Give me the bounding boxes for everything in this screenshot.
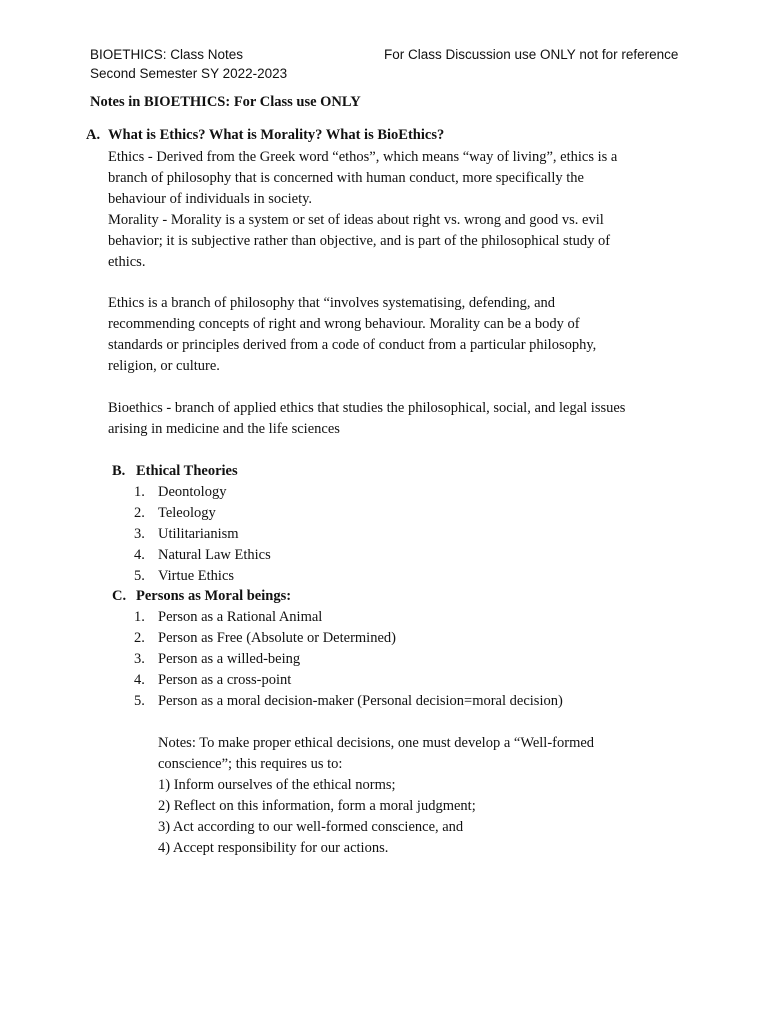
section-c-heading: [112, 586, 291, 607]
paragraph-line: arising in medicine and the life sciences: [108, 421, 340, 437]
section-c-title: Persons as Moral beings:: [136, 588, 292, 604]
list-item-text: Person as a cross-point: [158, 672, 292, 688]
header-semester: Second Semester SY 2022-2023: [90, 66, 288, 81]
moral-beings-list: [134, 607, 563, 712]
notes-line: 1) Inform ourselves of the ethical norms;: [158, 777, 396, 793]
list-number: 4.: [134, 672, 145, 688]
morality-definition: [108, 210, 683, 273]
list-item: [134, 482, 271, 503]
list-item: [134, 524, 271, 545]
ethical-theories-list: [134, 482, 271, 587]
list-item: [134, 670, 563, 691]
ethics-definition: [108, 147, 683, 210]
paragraph-line: standards or principles derived from a code of conduct from a particular philosophy,: [108, 337, 597, 353]
list-item-text: Person as a willed-being: [158, 651, 301, 667]
paragraph-line: recommending concepts of right and wrong behaviour. Morality can be a body of: [108, 316, 580, 332]
notes-line: 3) Act according to our well-formed conscience, and: [158, 819, 464, 835]
notes-line: 2) Reflect on this information, form a moral judgment;: [158, 798, 476, 814]
section-a-title: What is Ethics? What is Morality? What is BioEthics?: [108, 127, 445, 143]
paragraph-line: branch of philosophy that is concerned with human conduct, more specifically the: [108, 170, 584, 186]
list-number: 3.: [134, 526, 145, 542]
list-number: 1.: [134, 484, 145, 500]
section-c-letter: C.: [112, 588, 127, 604]
list-item: [134, 628, 563, 649]
list-number: 3.: [134, 651, 145, 667]
section-a-letter: A.: [86, 127, 101, 143]
list-number: 1.: [134, 609, 145, 625]
bioethics-definition: [108, 398, 683, 440]
list-item-text: Person as a moral decision-maker (Personal decision=moral decision): [158, 693, 563, 709]
list-item-text: Teleology: [158, 505, 216, 521]
header-course-title: BIOETHICS: Class Notes: [90, 47, 244, 62]
list-item-text: Person as Free (Absolute or Determined): [158, 630, 396, 646]
list-item-text: Utilitarianism: [158, 526, 239, 542]
paragraph-line: Morality - Morality is a system or set of ideas about right vs. wrong and good vs. evil: [108, 212, 604, 228]
list-number: 4.: [134, 547, 145, 563]
list-item: [134, 607, 563, 628]
paragraph-line: religion, or culture.: [108, 358, 220, 374]
list-number: 2.: [134, 505, 145, 521]
list-item: [134, 545, 271, 566]
paragraph-line: Bioethics - branch of applied ethics that studies the philosophical, social, and legal issues: [108, 400, 626, 416]
paragraph-line: ethics.: [108, 254, 146, 270]
paragraph-line: Ethics - Derived from the Greek word “ethos”, which means “way of living”, ethics is a: [108, 149, 618, 165]
paragraph-line: Ethics is a branch of philosophy that “involves systematising, defending, and: [108, 295, 556, 311]
conscience-notes: [158, 733, 658, 859]
list-item-text: Deontology: [158, 484, 227, 500]
list-item: [134, 566, 271, 587]
section-b-letter: B.: [112, 463, 126, 479]
section-a-heading: [86, 125, 444, 146]
list-item-text: Natural Law Ethics: [158, 547, 271, 563]
list-number: 5.: [134, 568, 145, 584]
list-number: 5.: [134, 693, 145, 709]
list-item: [134, 691, 563, 712]
notes-line: conscience”; this requires us to:: [158, 756, 343, 772]
notes-line: Notes: To make proper ethical decisions, one must develop a “Well-formed: [158, 735, 595, 751]
section-b-heading: [112, 461, 238, 482]
ethics-morality-comparison: [108, 293, 683, 377]
paragraph-line: behaviour of individuals in society.: [108, 191, 313, 207]
document-title: Notes in BIOETHICS: For Class use ONLY: [90, 94, 361, 110]
list-item: [134, 649, 563, 670]
list-number: 2.: [134, 630, 145, 646]
list-item-text: Person as a Rational Animal: [158, 609, 323, 625]
list-item: [134, 503, 271, 524]
header-disclaimer: For Class Discussion use ONLY not for reference: [384, 47, 679, 62]
page-header: [90, 45, 690, 83]
notes-line: 4) Accept responsibility for our actions.: [158, 840, 389, 856]
list-item-text: Virtue Ethics: [158, 568, 235, 584]
paragraph-line: behavior; it is subjective rather than objective, and is part of the philosophical study of: [108, 233, 611, 249]
section-b-title: Ethical Theories: [136, 463, 238, 479]
